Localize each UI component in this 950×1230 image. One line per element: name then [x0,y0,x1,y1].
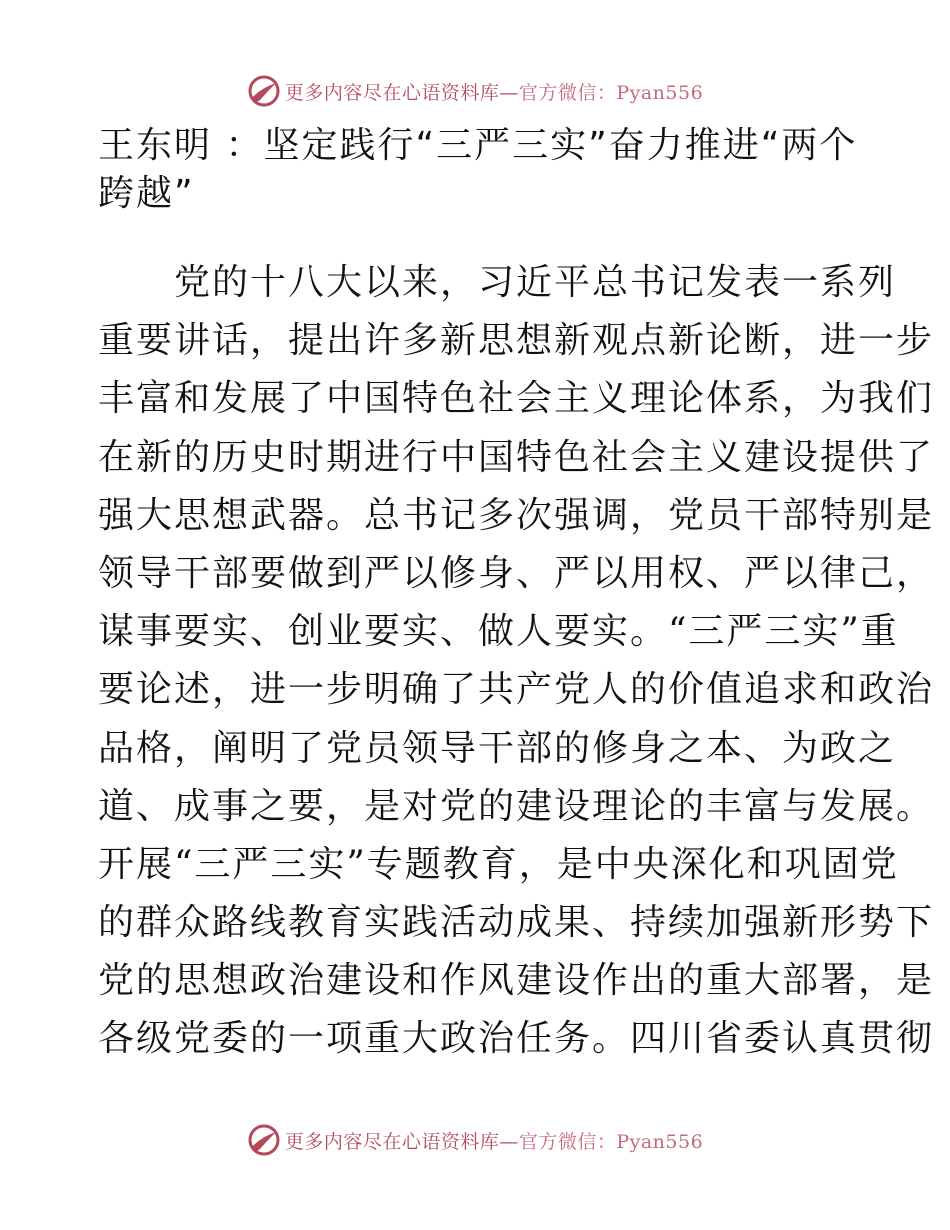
body-line: 的群众路线教育实践活动成果、持续加强新形势下 [98,902,935,944]
body-line: 党的十八大以来，习近平总书记发表一系列 [174,262,897,303]
banner-site: 更多内容尽在心语资料库— [284,81,519,104]
body-line: 道、成事之要，是对党的建设理论的丰富与发展。 [98,785,935,827]
banner-text [285,78,703,105]
pen-logo-icon [247,1123,281,1157]
body-line: 强大思想武器。总书记多次强调，党员干部特别是 [98,494,935,536]
body-line: 谋事要实、创业要实、做人要实。“三严三实”重 [98,611,899,653]
body-line: 丰富和发展了中国特色社会主义理论体系，为我们 [98,378,935,420]
banner-site: 更多内容尽在心语资料库— [284,1130,519,1153]
article-body [98,254,935,1069]
banner-wechat: 官方微信：Pyan556 [518,81,704,104]
body-line: 开展“三严三实”专题教育，是中央深化和巩固党 [98,843,899,885]
body-line: 领导干部要做到严以修身、严以用权、严以律己， [98,552,935,594]
body-line: 重要讲话，提出许多新思想新观点新论断，进一步 [98,320,935,362]
body-line: 各级党委的一项重大政治任务。四川省委认真贯彻 [98,1018,935,1060]
body-line: 在新的历史时期进行中国特色社会主义建设提供了 [98,436,935,478]
title-line-1: 王东明 ：坚定践行“三严三实”奋力推进“两个 [98,125,858,166]
footer-banner[interactable] [0,1120,950,1160]
body-line: 要论述，进一步明确了共产党人的价值追求和政治 [98,669,935,711]
pen-logo-icon [247,74,281,108]
article-title [98,122,858,218]
title-line-2: 跨越” [98,173,195,214]
banner-text [285,1127,703,1154]
body-line: 品格，阐明了党员领导干部的修身之本、为政之 [98,727,897,769]
header-banner[interactable] [0,71,950,111]
banner-wechat: 官方微信：Pyan556 [518,1130,704,1153]
body-line: 党的思想政治建设和作风建设作出的重大部署，是 [98,960,935,1002]
